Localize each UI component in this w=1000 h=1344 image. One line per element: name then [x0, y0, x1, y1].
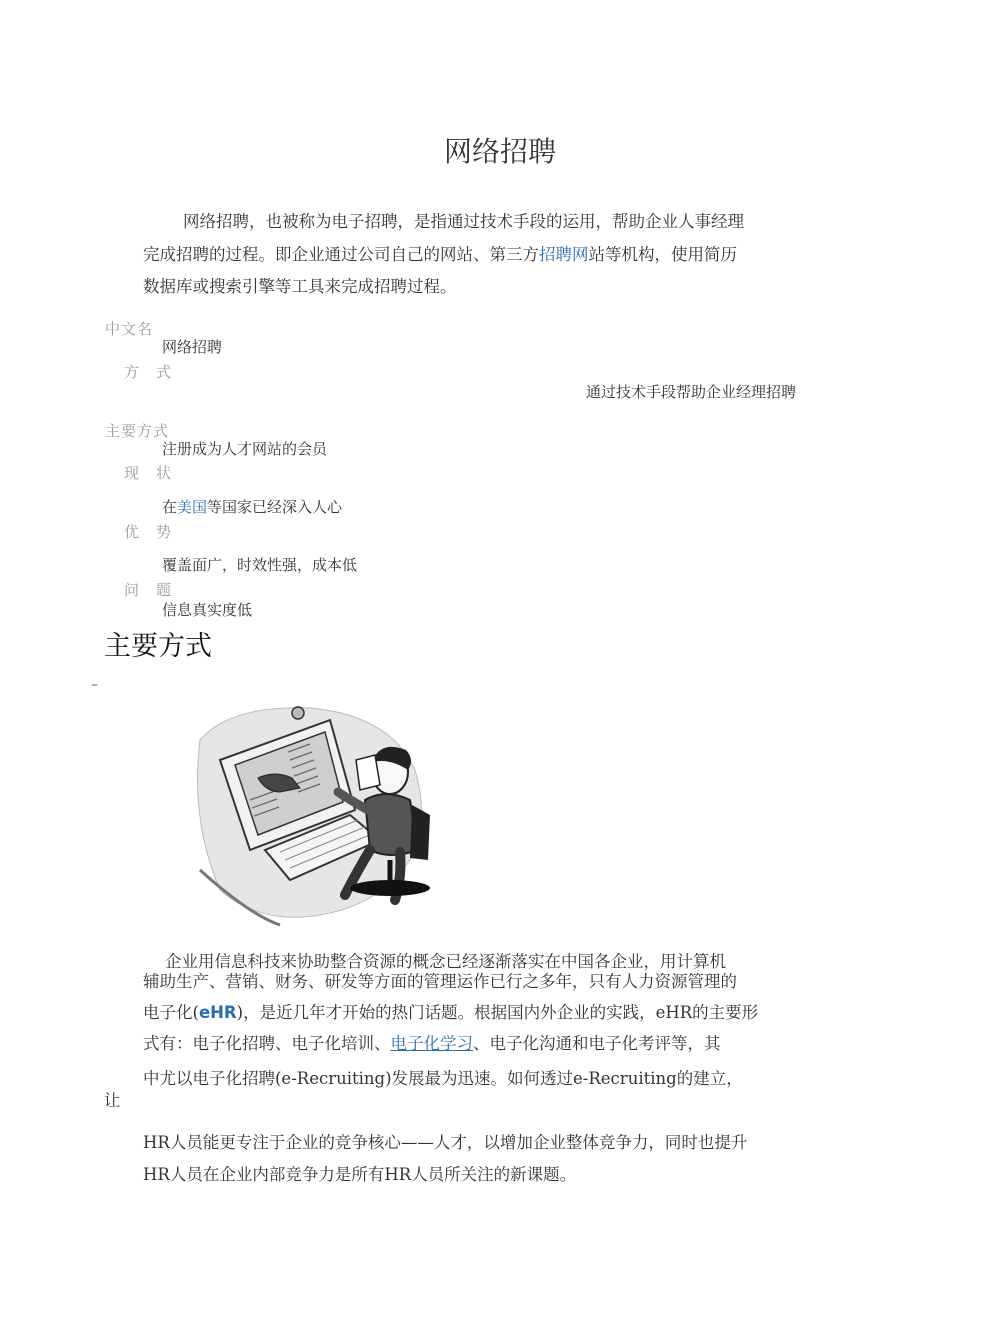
- infobox-main-value: 注册成为人才网站的会员: [162, 440, 328, 458]
- body-line-3-a: 式有：电子化招聘、电子化培训、: [143, 1034, 391, 1053]
- body-line-4: 中尤以电子化招聘(e-Recruiting)发展最为迅速。如何透过e-Recruiting的建立，: [143, 1069, 743, 1088]
- infobox-main-label: 主要方式: [105, 422, 170, 440]
- infobox-adv-value: 覆盖面广，时效性强，成本低: [162, 556, 358, 574]
- body-line-5: HR人员能更专注于企业的竞争核心——人才，以增加企业整体竞争力，同时也提升: [143, 1133, 748, 1152]
- body-line-6: HR人员在企业内部竞争力是所有HR人员所关注的新课题。: [143, 1165, 577, 1184]
- infobox-issue-value: 信息真实度低: [162, 601, 253, 619]
- intro-line-3: 数据库或搜索引擎等工具来完成招聘过程。: [143, 277, 457, 296]
- body-line-2: [143, 999, 758, 1023]
- intro-line-2-text-b: 站等机构，使用简历: [588, 245, 737, 264]
- infobox-adv-label: 优 势: [124, 523, 173, 541]
- stray-dash: –: [91, 677, 98, 693]
- body-clipped-line: 企业用信息科技来协助整合资源的概念已经逐渐落实在中国各企业，用计算机: [165, 952, 726, 971]
- infobox-status-value: [162, 496, 342, 517]
- intro-line-2-text-a: 完成招聘的过程。即企业通过公司自己的网站、第三方: [143, 245, 539, 264]
- ehr-link[interactable]: eHR: [198, 1003, 237, 1022]
- body-line-2-a: 电子化(: [143, 1003, 199, 1022]
- body-line-2-b: )，是近几年才开始的热门话题。根据国内外企业的实践，eHR的主要形: [236, 1003, 759, 1022]
- infobox-method-value: 通过技术手段帮助企业经理招聘: [586, 383, 797, 401]
- e-learning-link[interactable]: 电子化学习: [390, 1034, 473, 1053]
- infobox-name-value: 网络招聘: [162, 338, 223, 356]
- body-line-1: 辅助生产、营销、财务、研发等方面的管理运作已行之多年，只有人力资源管理的: [143, 972, 737, 991]
- body-line-3-b: 、电子化沟通和电子化考评等，其: [473, 1034, 721, 1053]
- body-orphan-char: 让: [104, 1091, 121, 1110]
- infobox-method-label: 方 式: [124, 363, 173, 381]
- usa-link[interactable]: 美国: [177, 498, 208, 516]
- infobox-issue-label: 问 题: [124, 581, 173, 599]
- intro-line-1: 网络招聘，也被称为电子招聘，是指通过技术手段的运用，帮助企业人事经理: [183, 212, 744, 231]
- status-pre: 在: [162, 498, 178, 516]
- recruitment-site-link[interactable]: 招聘网: [539, 245, 589, 264]
- body-line-3: [143, 1030, 721, 1054]
- intro-line-2: [143, 241, 737, 265]
- section-heading: 主要方式: [104, 631, 212, 662]
- infobox-name-label: 中文名: [105, 320, 154, 338]
- status-post: 等国家已经深入人心: [207, 498, 343, 516]
- page-title: 网络招聘: [443, 135, 556, 168]
- recruitment-illustration: [180, 700, 450, 930]
- infobox-status-label: 现 状: [124, 464, 173, 482]
